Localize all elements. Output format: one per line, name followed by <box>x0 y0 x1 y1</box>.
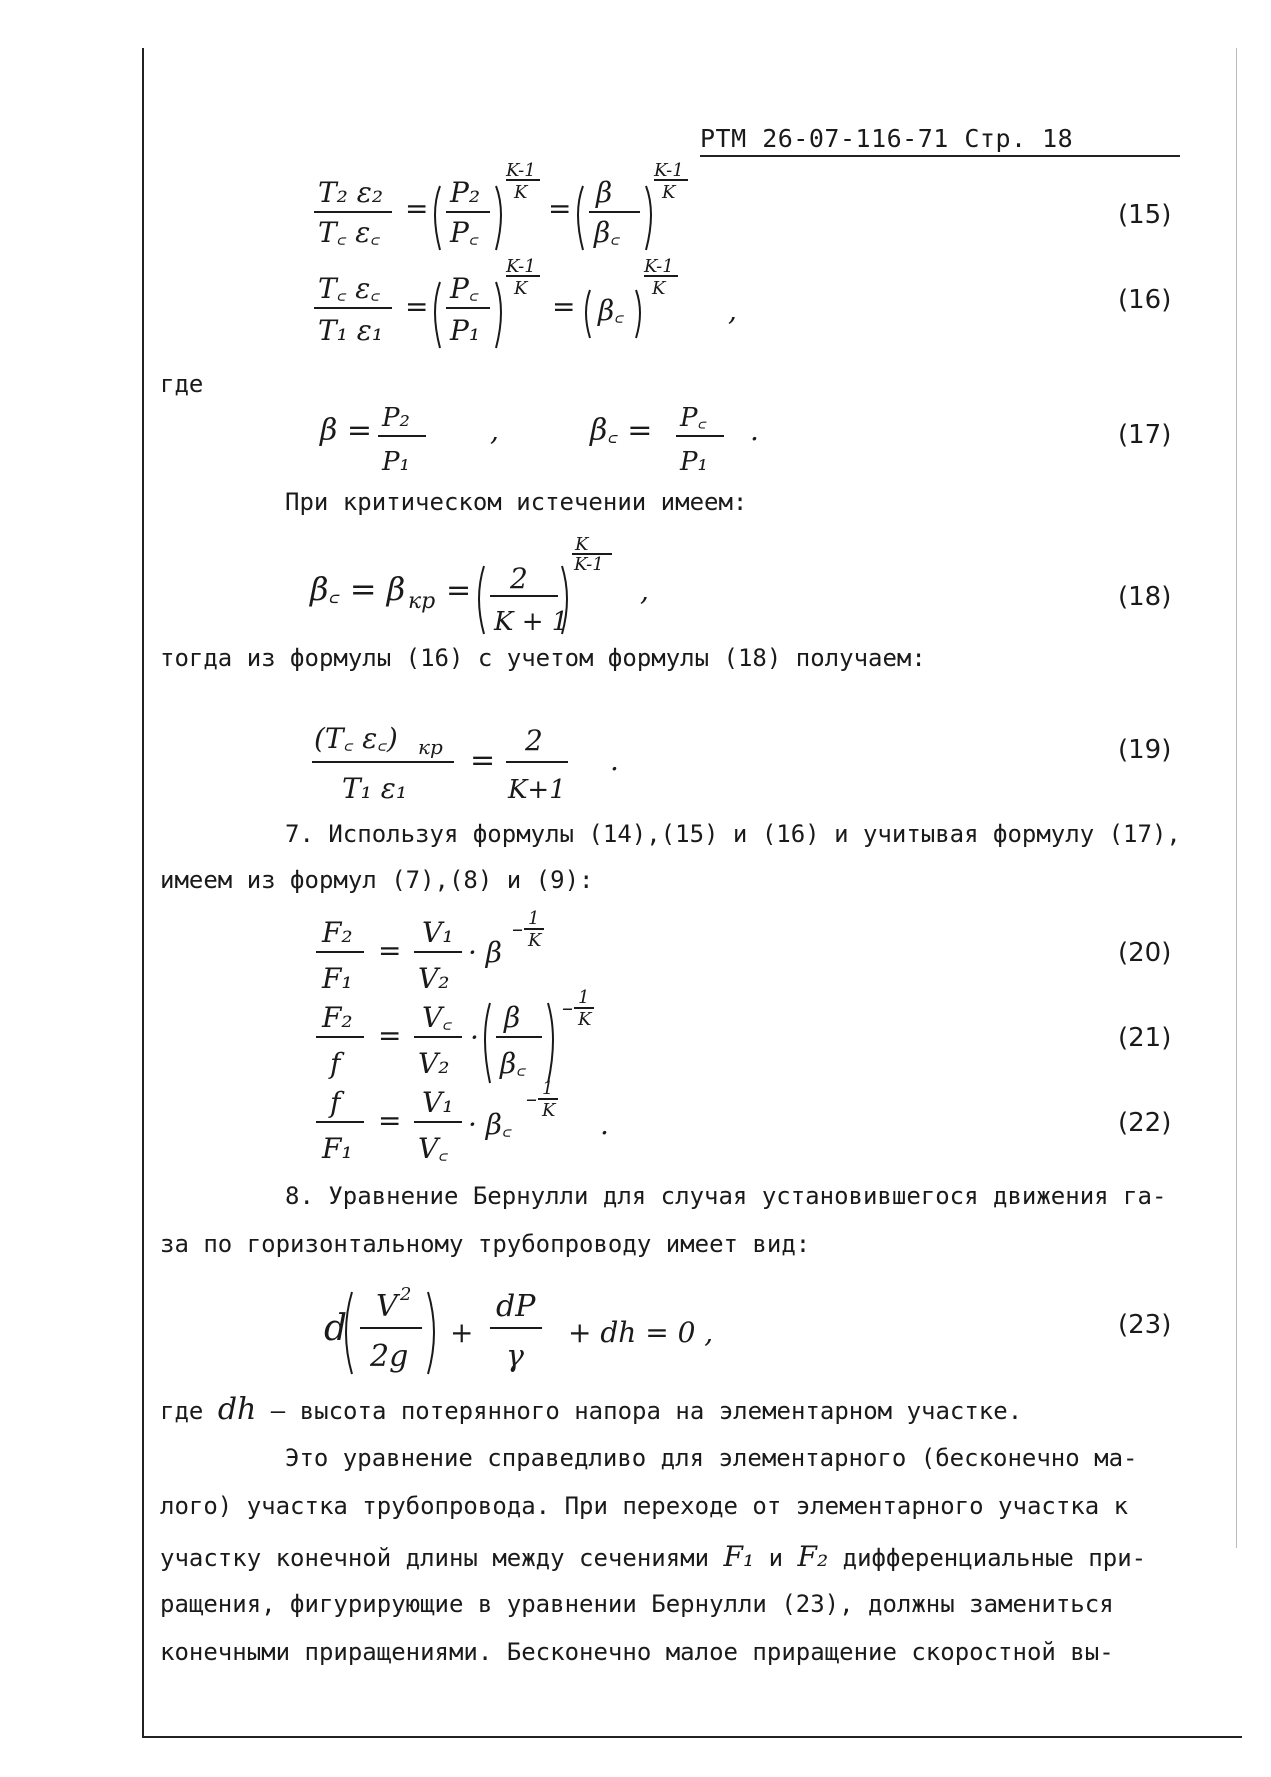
text-dh-pre: где <box>160 1397 204 1425</box>
text-item-8-cont: за по горизонтальному трубопроводу имеет вид: <box>160 1230 811 1258</box>
svg-text:,: , <box>490 414 499 447</box>
svg-text:P₂: P₂ <box>450 176 481 209</box>
text-line-11-a: участку конечной длины между сечениями <box>160 1544 710 1572</box>
svg-text:K-1: K-1 <box>644 256 674 277</box>
svg-text:P₁: P₁ <box>382 447 410 477</box>
svg-text:f: f <box>330 1086 341 1119</box>
svg-text:β꜀: β꜀ <box>594 216 620 249</box>
svg-text:+ dh = 0 ,: + dh = 0 , <box>568 1316 714 1349</box>
svg-text:кр: кр <box>418 735 443 759</box>
svg-text:d: d <box>324 1308 348 1349</box>
svg-text:=: = <box>405 290 429 323</box>
svg-text:·: · <box>470 1021 479 1054</box>
svg-text:T꜀ ε꜀: T꜀ ε꜀ <box>318 272 380 305</box>
svg-text:dP: dP <box>496 1289 536 1324</box>
svg-text:=: = <box>470 743 496 778</box>
svg-text:(T꜀ ε꜀): (T꜀ ε꜀) <box>314 722 398 755</box>
equation-number-22: (22) <box>1118 1108 1172 1138</box>
equation-number-15: (15) <box>1118 200 1172 230</box>
svg-text:=: = <box>378 934 402 967</box>
svg-text:=: = <box>552 290 576 323</box>
svg-text:P₁: P₁ <box>680 447 708 477</box>
text-then-from-formula: тогда из формулы (16) с учетом формулы (18) получаем: <box>160 644 926 672</box>
svg-text:F₂: F₂ <box>322 1001 353 1034</box>
equation-number-16: (16) <box>1118 285 1172 315</box>
svg-text:K-1: K-1 <box>506 160 536 181</box>
equation-number-23: (23) <box>1118 1310 1172 1340</box>
text-line-11 <box>160 1540 1146 1573</box>
symbol-f1: F₁ <box>723 1540 755 1573</box>
text-line-10: лого) участка трубопровода. При переходе от элементарного участка к <box>160 1492 1129 1520</box>
svg-text:K+1: K+1 <box>508 775 566 805</box>
svg-text:2g: 2g <box>370 1339 409 1374</box>
svg-text:–: – <box>526 1087 537 1112</box>
svg-text:F₁: F₁ <box>322 962 353 995</box>
svg-text:=: = <box>405 192 429 225</box>
svg-text:.: . <box>750 414 759 447</box>
svg-text:=: = <box>378 1104 402 1137</box>
equation-number-19: (19) <box>1118 735 1172 765</box>
svg-text:–: – <box>562 996 573 1021</box>
svg-text:K: K <box>528 930 542 951</box>
svg-text:–: – <box>512 917 523 942</box>
svg-text:2: 2 <box>400 1284 412 1305</box>
svg-text:K-1: K-1 <box>506 256 536 277</box>
svg-text:=: = <box>378 1019 402 1052</box>
svg-text:1: 1 <box>578 987 590 1008</box>
svg-text:2: 2 <box>525 724 543 757</box>
svg-text:V₂: V₂ <box>418 962 450 995</box>
page-frame-right <box>1236 48 1237 1548</box>
svg-text:,: , <box>640 574 649 607</box>
svg-text:K: K <box>575 534 589 555</box>
page-header: РТМ 26-07-116-71 Стр. 18 <box>700 124 1074 153</box>
equation-17 <box>300 390 1100 490</box>
svg-text:P꜀: P꜀ <box>450 272 479 305</box>
text-where: где <box>160 370 204 398</box>
svg-text:P꜀: P꜀ <box>680 403 707 433</box>
equation-number-17: (17) <box>1118 420 1172 450</box>
svg-text:K + 1: K + 1 <box>494 607 569 637</box>
text-line-11-b: дифференциальные при- <box>842 1544 1147 1572</box>
svg-text:K-1: K-1 <box>654 160 684 181</box>
text-dh-post: – высота потерянного напора на элементарном участке. <box>270 1397 1023 1425</box>
svg-text:K: K <box>578 1009 592 1030</box>
equation-22 <box>300 1070 1100 1170</box>
svg-text:V₁: V₁ <box>422 916 454 949</box>
svg-text:P꜀: P꜀ <box>450 216 479 249</box>
svg-text:K: K <box>652 278 666 299</box>
svg-text:K: K <box>514 278 528 299</box>
svg-text:· β꜀: · β꜀ <box>468 1108 512 1141</box>
svg-text:F₁: F₁ <box>322 1132 353 1165</box>
svg-text:P₂: P₂ <box>382 403 410 433</box>
svg-text:β: β <box>504 1001 521 1034</box>
svg-text:T₂ ε₂: T₂ ε₂ <box>318 176 384 209</box>
dh-symbol: dh <box>217 1392 257 1427</box>
svg-text:V: V <box>376 1289 398 1324</box>
svg-text:1: 1 <box>528 908 540 929</box>
svg-text:K: K <box>514 182 528 203</box>
text-item-7: 7. Используя формулы (14),(15) и (16) и учитывая формулу (17), <box>285 820 1181 848</box>
svg-text:V꜀: V꜀ <box>418 1132 448 1165</box>
equation-19 <box>300 700 1100 810</box>
equation-number-21: (21) <box>1118 1023 1172 1053</box>
page-frame-bottom <box>142 1736 1242 1738</box>
svg-text:2: 2 <box>510 562 528 595</box>
svg-text:β꜀ =: β꜀ = <box>590 413 653 448</box>
svg-text:1: 1 <box>542 1078 554 1099</box>
svg-text:P₁: P₁ <box>450 314 481 347</box>
page-frame-left <box>142 48 144 1738</box>
svg-text:=: = <box>548 192 572 225</box>
svg-text:=: = <box>446 573 472 608</box>
svg-text:· β: · β <box>468 936 502 969</box>
svg-text:K: K <box>542 1100 556 1121</box>
svg-text:β =: β = <box>320 413 373 448</box>
svg-text:,: , <box>728 294 737 327</box>
svg-text:.: . <box>600 1108 609 1141</box>
svg-text:кр: кр <box>408 589 436 614</box>
svg-text:+: + <box>450 1316 474 1349</box>
text-dh-definition <box>160 1392 1022 1427</box>
text-item-8: 8. Уравнение Бернулли для случая установившегося движения га- <box>285 1182 1167 1210</box>
svg-text:T₁ ε₁: T₁ ε₁ <box>318 314 384 347</box>
text-line-11-and: и <box>768 1544 784 1572</box>
equation-18 <box>300 530 1100 640</box>
text-item-7-cont: имеем из формул (7),(8) и (9): <box>160 866 594 894</box>
symbol-f2: F₂ <box>797 1540 829 1573</box>
svg-text:.: . <box>610 744 619 777</box>
text-equation-valid: Это уравнение справедливо для элементарного (бесконечно ма- <box>285 1444 1138 1472</box>
svg-text:K: K <box>662 182 676 203</box>
equation-16 <box>300 250 1100 370</box>
equation-number-20: (20) <box>1118 938 1172 968</box>
text-line-12: ращения, фигурирующие в уравнении Бернулли (23), должны замениться <box>160 1590 1114 1618</box>
text-line-13: конечными приращениями. Бесконечно малое приращение скоростной вы- <box>160 1638 1114 1666</box>
svg-text:β꜀ = β: β꜀ = β <box>310 570 406 608</box>
equation-23 <box>300 1270 1100 1390</box>
svg-text:γ: γ <box>506 1339 524 1374</box>
equation-number-18: (18) <box>1118 582 1172 612</box>
svg-text:F₂: F₂ <box>322 916 353 949</box>
svg-text:T꜀ ε꜀: T꜀ ε꜀ <box>318 216 380 249</box>
svg-text:K-1: K-1 <box>574 554 604 575</box>
svg-text:V꜀: V꜀ <box>422 1001 452 1034</box>
svg-text:β꜀: β꜀ <box>598 294 624 327</box>
svg-text:V₁: V₁ <box>422 1086 454 1119</box>
svg-text:β: β <box>596 176 613 209</box>
svg-text:f: f <box>330 1047 341 1080</box>
svg-text:β꜀: β꜀ <box>500 1047 526 1080</box>
text-critical-flow: При критическом истечении имеем: <box>285 488 748 516</box>
svg-text:T₁ ε₁: T₁ ε₁ <box>342 772 408 805</box>
svg-text:V₂: V₂ <box>418 1047 450 1080</box>
